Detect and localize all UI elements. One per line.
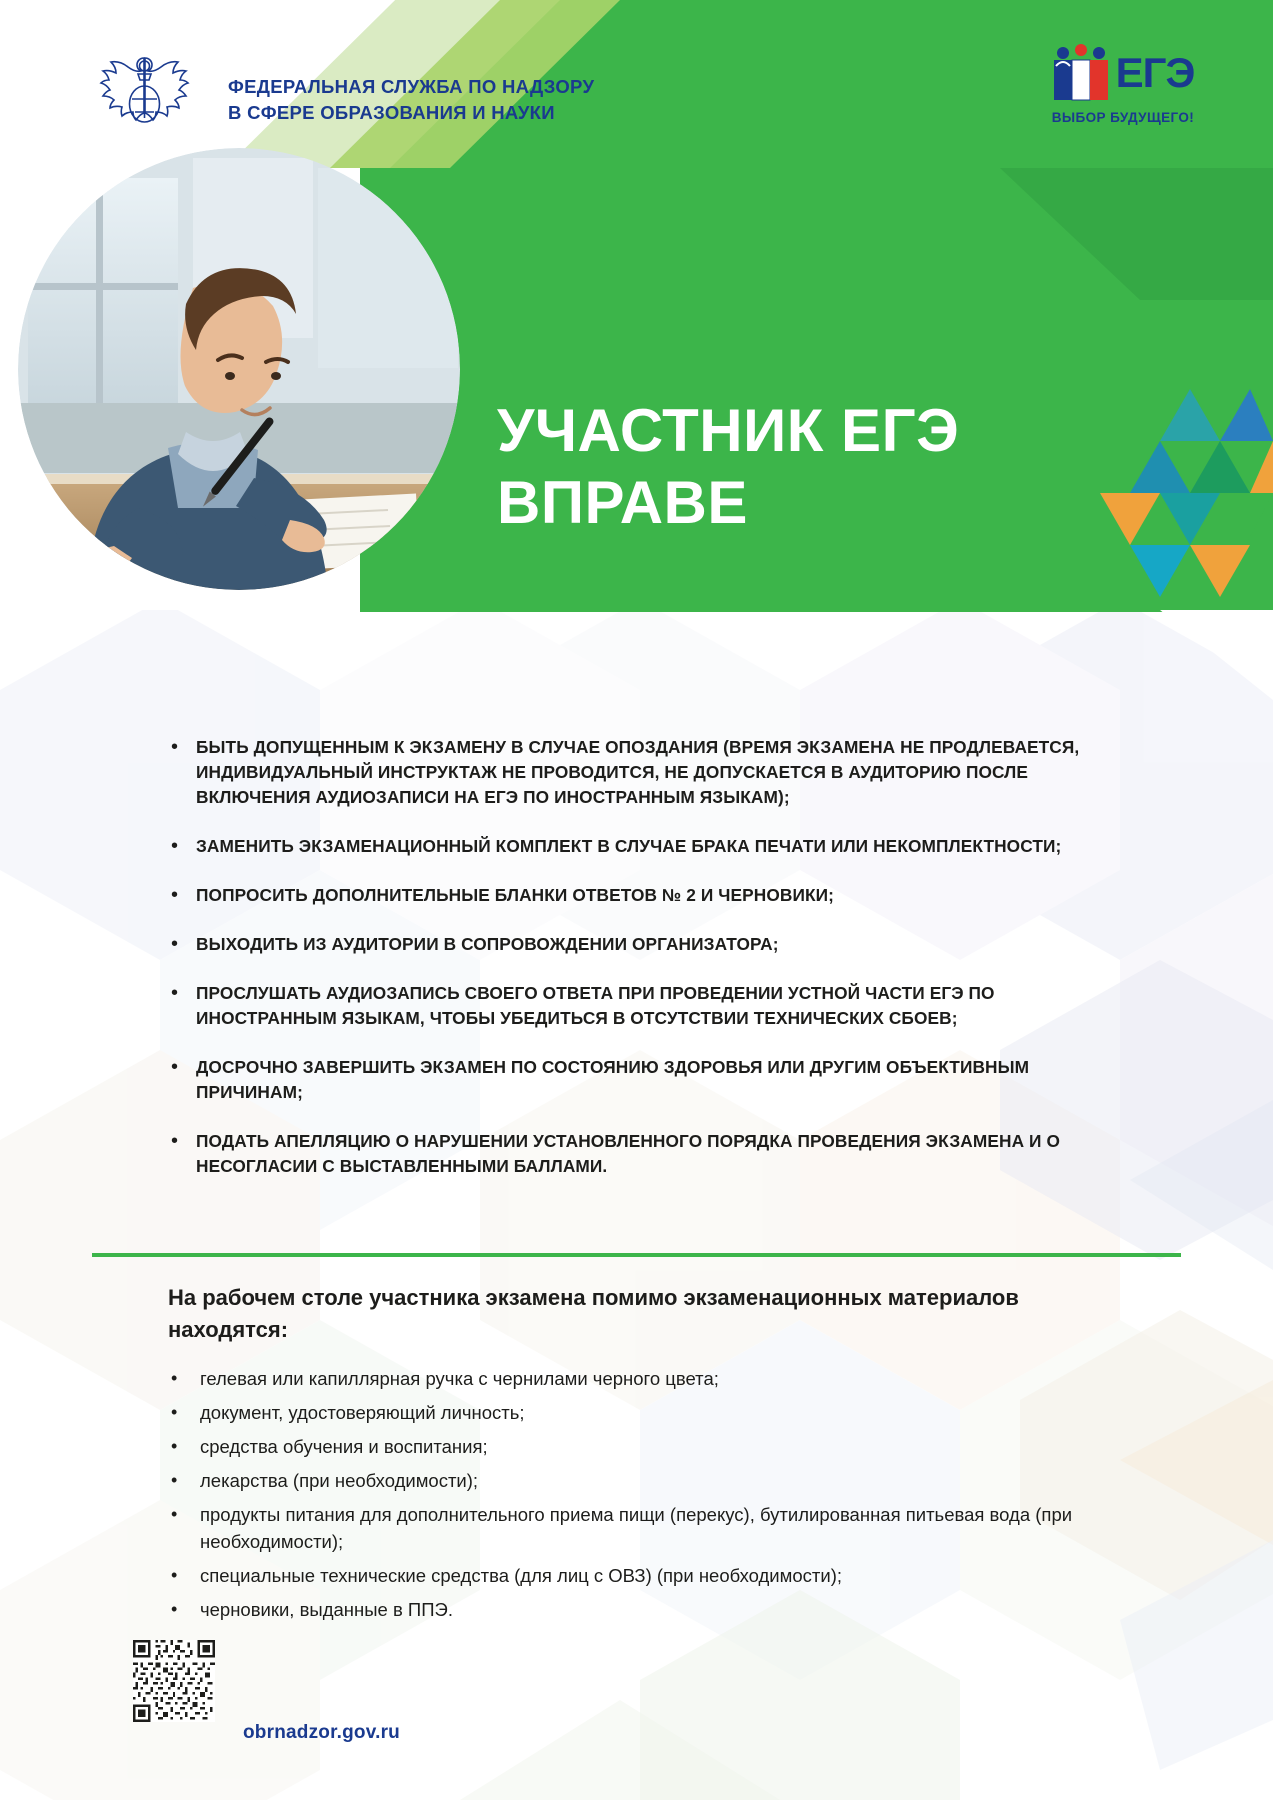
ege-logo-text: ЕГЭ [1115,49,1195,96]
rights-item-text: ПРОСЛУШАТЬ АУДИОЗАПИСЬ СВОЕГО ОТВЕТА ПРИ ПРОВЕДЕНИИ УСТНОЙ ЧАСТИ ЕГЭ ПО ИНОСТРАННЫМ ЯЗЫКАМ, ЧТОБЫ УБЕДИТЬСЯ В ОТСУТСТВИИ ТЕХНИЧЕСКИХ СБОЕВ; [196,983,995,1028]
list-item [168,1596,1128,1623]
rights-item-text: БЫТЬ ДОПУЩЕННЫМ К ЭКЗАМЕНУ В СЛУЧАЕ ОПОЗДАНИЯ (ВРЕМЯ ЭКЗАМЕНА НЕ ПРОДЛЕВАЕТСЯ, ИНДИВИДУАЛЬНЫЙ ИНСТРУКТАЖ НЕ ПРОВОДИТСЯ, НЕ ДОПУСКАЕТСЯ В АУДИТОРИЮ ПОСЛЕ ВКЛЮЧЕНИЯ АУДИОЗАПИСИ НА ЕГЭ ПО ИНОСТРАННЫМ ЯЗЫКАМ); [196,737,1080,807]
section-divider [92,1253,1181,1257]
desk-item-text: продукты питания для дополнительного приема пищи (перекус), бутилированная питьевая вода (при необходимости); [200,1504,1073,1552]
list-item [168,1365,1128,1392]
list-item [168,1501,1128,1555]
desk-item-text: черновики, выданные в ППЭ. [200,1599,453,1620]
org-title-line-1: ФЕДЕРАЛЬНАЯ СЛУЖБА ПО НАДЗОРУ [228,76,595,97]
rights-item-text: ВЫХОДИТЬ ИЗ АУДИТОРИИ В СОПРОВОЖДЕНИИ ОРГАНИЗАТОРА; [196,934,779,954]
ege-tagline: ВЫБОР БУДУЩЕГО! [1051,110,1195,125]
bullet-icon: • [171,933,179,955]
bullet-icon: • [171,982,179,1004]
bullet-icon: • [171,835,179,857]
bullet-icon: • [171,1402,178,1422]
bullet-icon: • [171,1130,179,1152]
list-item [168,883,1128,908]
desk-item-text: специальные технические средства (для лиц с ОВЗ) (при необходимости); [200,1565,843,1586]
desk-section-title: На рабочем столе участника экзамена помимо экзаменационных материалов находятся: [168,1285,1019,1342]
bullet-icon: • [171,1599,178,1619]
bullet-icon: • [171,1368,178,1388]
bullet-icon: • [171,1565,178,1585]
list-item [168,1399,1128,1426]
desk-item-text: средства обучения и воспитания; [200,1436,488,1457]
bullet-icon: • [171,1504,178,1524]
rights-list [168,735,1128,1203]
list-item [168,735,1128,810]
qr-code-icon[interactable] [133,1640,215,1722]
page-title-line-2: ВПРАВЕ [497,469,748,537]
list-item [168,1055,1128,1105]
organization-title [228,74,698,126]
bullet-icon: • [171,884,179,906]
website-url-link[interactable]: obrnadzor.gov.ru [243,1722,400,1743]
bullet-icon: • [171,736,179,758]
desk-items-list [168,1365,1128,1630]
bullet-icon: • [171,1056,179,1078]
list-item [168,1562,1128,1589]
org-title-line-2: В СФЕРЕ ОБРАЗОВАНИЯ И НАУКИ [228,102,555,123]
ege-logo [1033,42,1213,142]
rights-item-text: ДОСРОЧНО ЗАВЕРШИТЬ ЭКЗАМЕН ПО СОСТОЯНИЮ ЗДОРОВЬЯ ИЛИ ДРУГИМ ОБЪЕКТИВНЫМ ПРИЧИНАМ; [196,1057,1030,1102]
rights-item-text: ПОДАТЬ АПЕЛЛЯЦИЮ О НАРУШЕНИИ УСТАНОВЛЕННОГО ПОРЯДКА ПРОВЕДЕНИЯ ЭКЗАМЕНА И О НЕСОГЛАСИИ С ВЫСТАВЛЕННЫМИ БАЛЛАМИ. [196,1131,1061,1176]
desk-item-text: лекарства (при необходимости); [200,1470,479,1491]
ege-logo-mark [1033,42,1213,104]
desk-item-text: гелевая или капиллярная ручка с чернилами черного цвета; [200,1368,719,1389]
bullet-icon: • [171,1470,178,1490]
bullet-icon: • [171,1436,178,1456]
page-title-line-1: УЧАСТНИК ЕГЭ [497,397,960,465]
list-item [168,1467,1128,1494]
list-item [168,932,1128,957]
page-title [497,395,1137,539]
rights-item-text: ПОПРОСИТЬ ДОПОЛНИТЕЛЬНЫЕ БЛАНКИ ОТВЕТОВ № 2 И ЧЕРНОВИКИ; [196,885,835,905]
desk-item-text: документ, удостоверяющий личность; [200,1402,525,1423]
list-item [168,981,1128,1031]
ege-people-icon [1052,44,1110,102]
list-item [168,1129,1128,1179]
list-item [168,1433,1128,1460]
rights-item-text: ЗАМЕНИТЬ ЭКЗАМЕНАЦИОННЫЙ КОМПЛЕКТ В СЛУЧАЕ БРАКА ПЕЧАТИ ИЛИ НЕКОМПЛЕКТНОСТИ; [196,836,1062,856]
double-headed-eagle-emblem-icon [92,52,197,134]
student-writing-exam-photo [18,148,460,590]
list-item [168,834,1128,859]
